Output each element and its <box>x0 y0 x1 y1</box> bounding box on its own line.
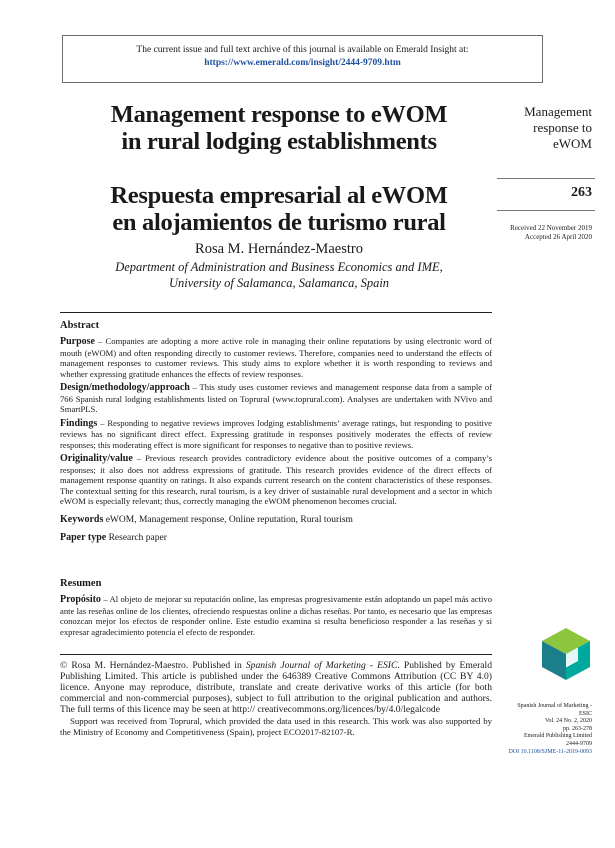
paper-type <box>60 532 492 543</box>
journal-url-link[interactable]: https://www.emerald.com/insight/2444-9709.htm <box>204 58 401 68</box>
title-en-line-2: in rural lodging establishments <box>121 128 437 155</box>
running-title-line-2: response to <box>533 120 592 135</box>
journal-name: Spanish Journal of Marketing - ESIC <box>245 660 398 671</box>
keywords-text: eWOM, Management response, Online reputation, Rural tourism <box>103 514 353 525</box>
resumen-proposito <box>60 594 492 637</box>
paper-type-label: Paper type <box>60 531 107 543</box>
journal-info-line: 2444-9709 <box>566 740 592 747</box>
running-title-line-1: Management <box>524 104 592 119</box>
title-spanish <box>40 182 518 236</box>
journal-info-line: Vol. 24 No. 2, 2020 <box>544 718 592 725</box>
originality-text: – Previous research provides contradictory evidence about the positive outcomes of a company’s responses; it also does not address expressions of gratitude. This research provides evidence of the direct effects of management response quantity on ratings. It also expands current research on the content characteristics of these responses. The contextual setting for this research, rural tourism, is a key driver of sustainable rural development and a sector in which eWOM is especially relevant; thus, correctly managing the eWOM phenomenon becomes crucial. <box>60 453 492 506</box>
abstract-findings <box>60 418 492 451</box>
abstract-purpose <box>60 336 492 379</box>
article-dates <box>497 224 592 242</box>
design-label: Design/methodology/approach <box>60 382 190 393</box>
affiliation-line-2: University of Salamanca, Salamanca, Spain <box>168 275 390 290</box>
proposito-label: Propósito <box>60 594 101 605</box>
abstract-heading: Abstract <box>60 320 100 331</box>
originality-label: Originality/value <box>60 453 133 464</box>
banner-text: The current issue and full text archive of this journal is available on Emerald Insight at: <box>136 45 469 55</box>
running-title-line-3: eWOM <box>553 136 592 151</box>
license-section <box>60 660 492 738</box>
abstract-originality <box>60 453 492 507</box>
journal-info-line: Spanish Journal of Marketing - <box>517 703 592 709</box>
abstract-section <box>60 320 492 543</box>
license-paragraph <box>60 660 492 715</box>
paper-type-text: Research paper <box>106 532 167 543</box>
journal-info-line: pp. 263-278 <box>563 725 592 732</box>
title-es-line-1: Respuesta empresarial al eWOM <box>110 182 448 209</box>
sidebar-divider <box>497 178 595 179</box>
received-date: Received 22 November 2019 <box>510 224 592 232</box>
journal-info <box>497 703 592 756</box>
journal-info-line: ESIC <box>578 710 592 717</box>
keywords <box>60 514 492 525</box>
proposito-text: – Al objeto de mejorar su reputación online, las empresas progresivamente están adoptando un papel más activo ante las reseñas online de los clientes, ofreciendo respuestas online a dichas reseñas. Por tanto, es necesario que las empresas conozcan mejor los efectos de responder online. Este estudio examina si resulta beneficioso responder a las reseñas y si expresar agradecimiento potencia el efecto de responder. <box>60 594 492 637</box>
emerald-logo-icon <box>538 626 594 682</box>
purpose-label: Purpose <box>60 336 95 347</box>
design-text: – This study uses customer reviews and management response data from a sample of 766 Spanish rural lodging establishments listed on Toprural (www.toprural.com). Analyses are undertaken with NVivo and SmartPLS. <box>60 382 492 414</box>
abstract-design <box>60 382 492 415</box>
resumen-section <box>60 578 492 640</box>
journal-info-line: Emerald Publishing Limited <box>524 733 592 740</box>
running-title <box>497 104 592 152</box>
accepted-date: Accepted 26 April 2020 <box>524 233 592 241</box>
doi-link[interactable]: DOI 10.1108/SJME-11-2019-0093 <box>508 748 592 755</box>
availability-banner <box>62 35 543 83</box>
section-divider <box>60 312 492 313</box>
author-name: Rosa M. Hernández-Maestro <box>195 241 363 257</box>
license-text-a: © Rosa M. Hernández-Maestro. Published in <box>60 660 246 671</box>
findings-label: Findings <box>60 417 98 429</box>
sidebar-divider <box>497 210 595 211</box>
page-number: 263 <box>571 185 592 200</box>
funding-paragraph: Support was received from Toprural, which provided the data used in this research. This work was also supported by the Ministry of Economy and Competitiveness (Spain), project ECO2017-82107-R. <box>60 716 492 737</box>
findings-text: – Responding to negative reviews improves lodging establishments’ average ratings, but responding to positive reviews has no significant direct effect. Expressing gratitude in responses positively moderates the effects of review responses; this moderating effect is more significant for responses to negative than to positive reviews. <box>60 417 492 450</box>
resumen-heading: Resumen <box>60 578 102 589</box>
affiliation-line-1: Department of Administration and Business Economics and IME, <box>115 260 443 274</box>
author-affiliation <box>40 260 518 291</box>
title-en-line-1: Management response to eWOM <box>110 101 448 128</box>
license-text-b: . Published by Emerald Publishing Limited. This article is published under the 646389 Creative Commons Attribution (CC BY 4.0) licence. Anyone may reproduce, distribute, translate and create derivative works of this article (for both commercial and non-commercial purposes), subject to full attribution to the original publication and authors. The full terms of this licence may be seen at http:// creativecommons.org/licences/by/4.0/legalcode <box>60 660 493 715</box>
purpose-text: – Companies are adopting a more active role in managing their online reputations by using electronic word of mouth (eWOM) and often responding directly to customer reviews. Therefore, companies need to understand the effects of management responses to customer reviews. This study aims to explore whether it is worth responding to reviews and whether expressing gratitude enhances the effects of review responses. <box>60 336 492 379</box>
title-es-line-2: en alojamientos de turismo rural <box>112 209 446 236</box>
title-english <box>40 101 518 155</box>
section-divider <box>60 654 492 655</box>
keywords-label: Keywords <box>60 513 104 525</box>
